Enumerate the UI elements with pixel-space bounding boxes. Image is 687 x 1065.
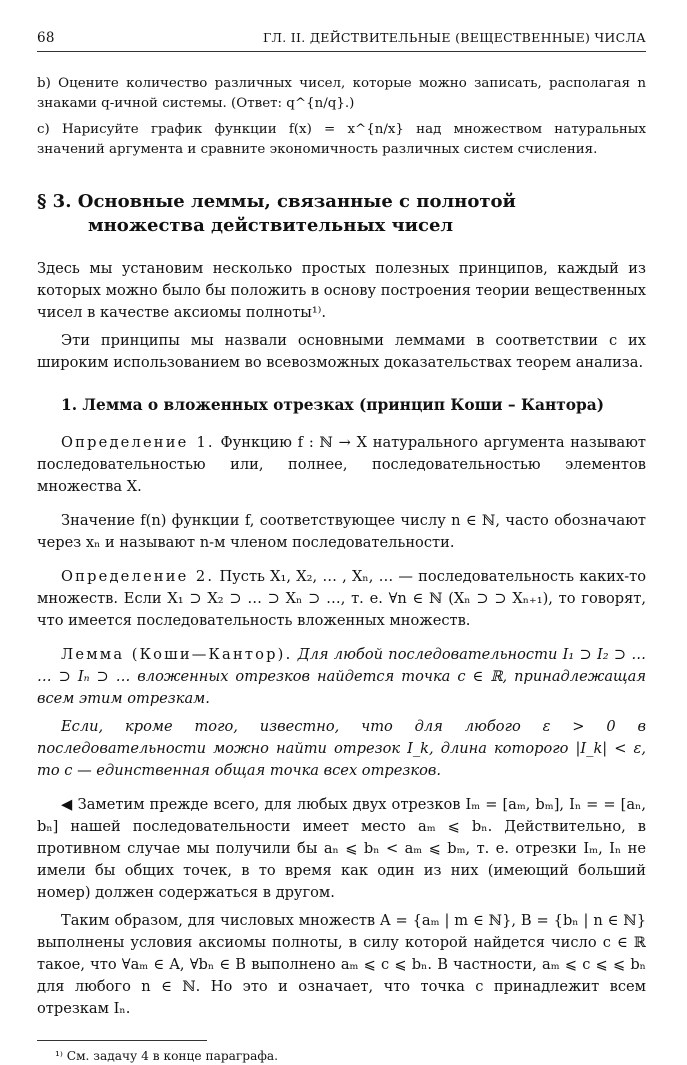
definition-1-text: Функцию f : ℕ → X натурального аргумента называют последовательностью или, полнее, последовательностью элементов множества X. xyxy=(37,434,647,495)
lemma xyxy=(37,644,646,710)
subsection-heading: 1. Лемма о вложенных отрезках (принцип Коши – Кантора) xyxy=(61,396,605,414)
definition-2-text: Пусть X₁, X₂, … , Xₙ, … — последовательность каких-то множеств. Если X₁ ⊃ X₂ ⊃ … ⊃ Xₙ ⊃ …, т. е. ∀n ∈ ℕ (Xₙ ⊃ ⊃ Xₙ₊₁), то говорят, что имеется последовательность вложенных множеств. xyxy=(37,568,646,629)
definition-1-label: Определение 1. xyxy=(61,434,215,451)
lemma-uniqueness: Если, кроме того, известно, что для любого ε > 0 в последовательности можно найти отрезок I_k, длина которого |I_k| < ε, то c — единственная общая точка всех отрезков. xyxy=(37,718,646,779)
section-title-line2: множества действительных чисел xyxy=(88,215,454,236)
section-number: § 3. xyxy=(37,191,72,212)
definition-2-label: Определение 2. xyxy=(61,568,215,585)
running-title: ГЛ. II. ДЕЙСТВИТЕЛЬНЫЕ (ВЕЩЕСТВЕННЫЕ) ЧИСЛА xyxy=(262,30,646,45)
proof-paragraph-1: ◀ Заметим прежде всего, для любых двух отрезков Iₘ = [aₘ, bₘ], Iₙ = = [aₙ, bₙ] нашей последовательности имеет место aₘ ⩽ bₙ. Действительно, в противном случае мы получили бы aₙ ⩽ bₙ < aₘ ⩽ bₘ, т. е. отрезки Iₘ, Iₙ не имели бы общих точек, в то время как один из них (имеющий больший номер) должен содержаться в другом. xyxy=(37,796,646,901)
intro-paragraph-2: Эти принципы мы назвали основными леммами в соответствии с их широким использованием во всевозможных доказательствах теорем анализа. xyxy=(37,332,646,371)
section-heading xyxy=(37,190,646,238)
lemma-text: Для любой последовательности I₁ ⊃ I₂ ⊃ … … ⊃ Iₙ ⊃ … вложенных отрезков найдется точка c ∈ ℝ, принадлежащая всем этим отрезкам. xyxy=(37,646,646,707)
intro-paragraph-1: Здесь мы установим несколько простых полезных принципов, каждый из которых можно было бы положить в основу построения теории вещественных чисел в качестве аксиомы полноты¹⁾. xyxy=(37,260,646,321)
definition-1 xyxy=(37,432,646,498)
value-paragraph: Значение f(n) функции f, соответствующее числу n ∈ ℕ, часто обозначают через xₙ и называют n-м членом последовательности. xyxy=(37,512,646,551)
running-head xyxy=(37,30,646,52)
definition-2 xyxy=(37,566,646,632)
footnote-rule xyxy=(37,1040,207,1041)
exercise-b: b) Оцените количество различных чисел, которые можно записать, располагая n знаками q-ичной системы. (Ответ: q^{n/q}.) xyxy=(37,76,646,111)
proof-paragraph-2: Таким образом, для числовых множеств A = {aₘ | m ∈ ℕ}, B = {bₙ | n ∈ ℕ} выполнены условия аксиомы полноты, в силу которой найдется число c ∈ ℝ такое, что ∀aₘ ∈ A, ∀bₙ ∈ B выполнено aₘ ⩽ c ⩽ bₙ. В частности, aₘ ⩽ c ⩽ ⩽ bₙ для любого n ∈ ℕ. Но это и означает, что точка c принадлежит всем отрезкам Iₙ. xyxy=(37,912,646,1017)
exercise-c: c) Нарисуйте график функции f(x) = x^{n/x} над множеством натуральных значений аргумента и сравните экономичность различных систем счисления. xyxy=(37,122,646,157)
page-number: 68 xyxy=(37,30,55,46)
section-title-line1: Основные леммы, связанные с полнотой xyxy=(77,191,516,212)
footnote: ¹⁾ См. задачу 4 в конце параграфа. xyxy=(55,1049,279,1063)
lemma-label: Лемма (Коши—Кантор). xyxy=(61,646,293,663)
